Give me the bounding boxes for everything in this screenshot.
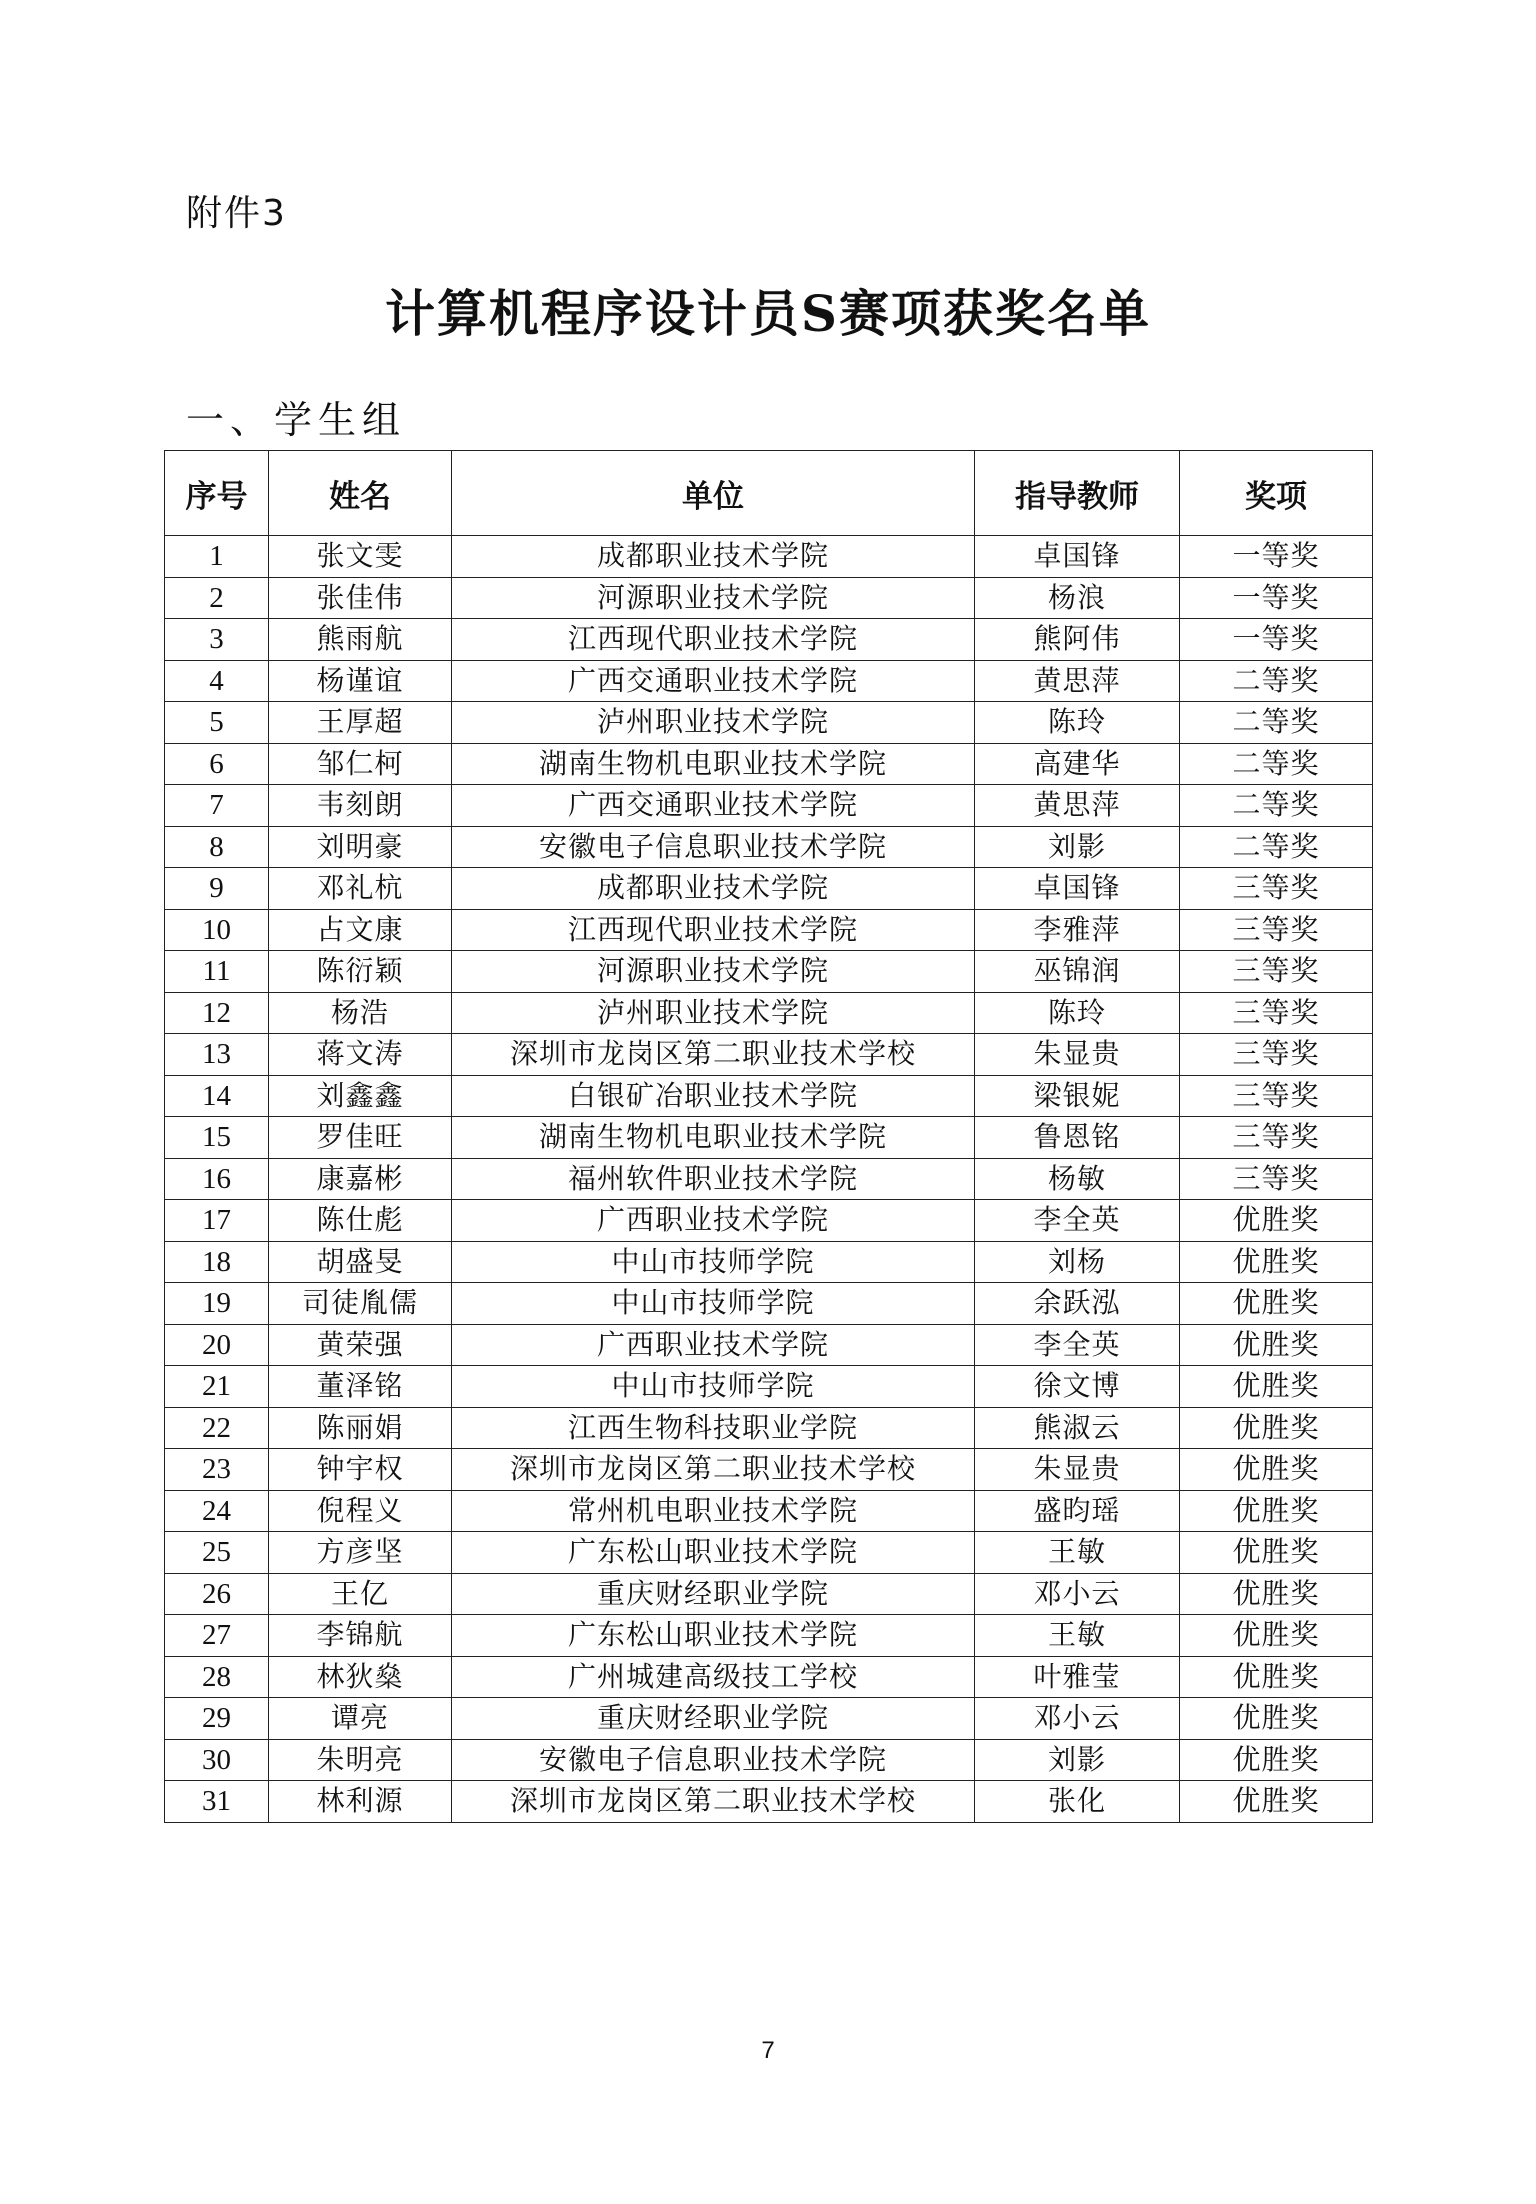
seq-cell: 24: [165, 1490, 269, 1532]
name-cell: 刘鑫鑫: [269, 1075, 452, 1117]
document-title: 计算机程序设计员S赛项获奖名单: [384, 284, 1152, 343]
unit-cell: 安徽电子信息职业技术学院: [452, 826, 975, 868]
unit-cell: 广东松山职业技术学院: [452, 1532, 975, 1574]
table-row: [165, 1739, 1373, 1781]
seq-cell: 14: [165, 1075, 269, 1117]
seq-cell: 27: [165, 1615, 269, 1657]
table-row: [165, 1573, 1373, 1615]
header-seq: 序号: [165, 451, 269, 536]
instructor-cell: 李全英: [975, 1200, 1180, 1242]
award-cell: 二等奖: [1180, 660, 1373, 702]
award-cell: 三等奖: [1180, 868, 1373, 910]
award-cell: 优胜奖: [1180, 1615, 1373, 1657]
name-cell: 罗佳旺: [269, 1117, 452, 1159]
name-cell: 熊雨航: [269, 619, 452, 661]
seq-cell: 25: [165, 1532, 269, 1574]
instructor-cell: 徐文博: [975, 1366, 1180, 1408]
award-cell: 优胜奖: [1180, 1490, 1373, 1532]
header-instructor: 指导教师: [975, 451, 1180, 536]
instructor-cell: 李雅萍: [975, 909, 1180, 951]
name-cell: 蒋文涛: [269, 1034, 452, 1076]
instructor-cell: 杨浪: [975, 577, 1180, 619]
name-cell: 康嘉彬: [269, 1158, 452, 1200]
seq-cell: 1: [165, 536, 269, 578]
table-row: [165, 1034, 1373, 1076]
unit-cell: 重庆财经职业学院: [452, 1573, 975, 1615]
instructor-cell: 张化: [975, 1781, 1180, 1823]
name-cell: 谭亮: [269, 1698, 452, 1740]
award-cell: 三等奖: [1180, 1034, 1373, 1076]
unit-cell: 泸州职业技术学院: [452, 992, 975, 1034]
table-row: [165, 619, 1373, 661]
header-name: 姓名: [269, 451, 452, 536]
table-row: [165, 1656, 1373, 1698]
table-body: [165, 536, 1373, 1823]
seq-cell: 13: [165, 1034, 269, 1076]
name-cell: 林利源: [269, 1781, 452, 1823]
award-cell: 优胜奖: [1180, 1698, 1373, 1740]
seq-cell: 16: [165, 1158, 269, 1200]
seq-cell: 20: [165, 1324, 269, 1366]
instructor-cell: 陈玲: [975, 992, 1180, 1034]
instructor-cell: 叶雅莹: [975, 1656, 1180, 1698]
table-row: [165, 1449, 1373, 1491]
award-cell: 三等奖: [1180, 1117, 1373, 1159]
instructor-cell: 陈玲: [975, 702, 1180, 744]
unit-cell: 河源职业技术学院: [452, 577, 975, 619]
instructor-cell: 王敏: [975, 1615, 1180, 1657]
table-row: [165, 743, 1373, 785]
table-row: [165, 1781, 1373, 1823]
unit-cell: 成都职业技术学院: [452, 536, 975, 578]
award-cell: 优胜奖: [1180, 1241, 1373, 1283]
award-cell: 优胜奖: [1180, 1656, 1373, 1698]
unit-cell: 广西交通职业技术学院: [452, 660, 975, 702]
seq-cell: 22: [165, 1407, 269, 1449]
name-cell: 张佳伟: [269, 577, 452, 619]
page-number: 7: [761, 2037, 775, 2064]
award-cell: 优胜奖: [1180, 1200, 1373, 1242]
award-cell: 优胜奖: [1180, 1573, 1373, 1615]
name-cell: 陈仕彪: [269, 1200, 452, 1242]
instructor-cell: 梁银妮: [975, 1075, 1180, 1117]
instructor-cell: 鲁恩铭: [975, 1117, 1180, 1159]
header-award: 奖项: [1180, 451, 1373, 536]
award-cell: 优胜奖: [1180, 1283, 1373, 1325]
seq-cell: 29: [165, 1698, 269, 1740]
unit-cell: 重庆财经职业学院: [452, 1698, 975, 1740]
instructor-cell: 熊淑云: [975, 1407, 1180, 1449]
award-cell: 三等奖: [1180, 1158, 1373, 1200]
award-cell: 优胜奖: [1180, 1324, 1373, 1366]
unit-cell: 广西职业技术学院: [452, 1200, 975, 1242]
name-cell: 李锦航: [269, 1615, 452, 1657]
seq-cell: 15: [165, 1117, 269, 1159]
name-cell: 方彦坚: [269, 1532, 452, 1574]
instructor-cell: 杨敏: [975, 1158, 1180, 1200]
table-header: [165, 451, 1373, 536]
table-row: [165, 1324, 1373, 1366]
unit-cell: 河源职业技术学院: [452, 951, 975, 993]
unit-cell: 江西现代职业技术学院: [452, 909, 975, 951]
instructor-cell: 熊阿伟: [975, 619, 1180, 661]
name-cell: 王亿: [269, 1573, 452, 1615]
table-row: [165, 660, 1373, 702]
seq-cell: 18: [165, 1241, 269, 1283]
table-row: [165, 1075, 1373, 1117]
name-cell: 钟宇权: [269, 1449, 452, 1491]
award-cell: 二等奖: [1180, 702, 1373, 744]
instructor-cell: 刘杨: [975, 1241, 1180, 1283]
seq-cell: 5: [165, 702, 269, 744]
unit-cell: 中山市技师学院: [452, 1283, 975, 1325]
name-cell: 邓礼杭: [269, 868, 452, 910]
unit-cell: 湖南生物机电职业技术学院: [452, 1117, 975, 1159]
instructor-cell: 刘影: [975, 1739, 1180, 1781]
instructor-cell: 余跃泓: [975, 1283, 1180, 1325]
instructor-cell: 朱显贵: [975, 1449, 1180, 1491]
unit-cell: 成都职业技术学院: [452, 868, 975, 910]
name-cell: 陈衍颖: [269, 951, 452, 993]
instructor-cell: 黄思萍: [975, 660, 1180, 702]
table-row: [165, 785, 1373, 827]
unit-cell: 深圳市龙岗区第二职业技术学校: [452, 1449, 975, 1491]
table-row: [165, 951, 1373, 993]
award-cell: 二等奖: [1180, 826, 1373, 868]
unit-cell: 江西生物科技职业学院: [452, 1407, 975, 1449]
award-cell: 三等奖: [1180, 951, 1373, 993]
name-cell: 张文雯: [269, 536, 452, 578]
table-row: [165, 1407, 1373, 1449]
table-row: [165, 992, 1373, 1034]
table-row: [165, 536, 1373, 578]
attachment-label: 附件3: [186, 193, 287, 234]
table-row: [165, 826, 1373, 868]
seq-cell: 6: [165, 743, 269, 785]
unit-cell: 广西职业技术学院: [452, 1324, 975, 1366]
seq-cell: 26: [165, 1573, 269, 1615]
instructor-cell: 邓小云: [975, 1698, 1180, 1740]
name-cell: 司徒胤儒: [269, 1283, 452, 1325]
name-cell: 杨浩: [269, 992, 452, 1034]
table-row: [165, 1698, 1373, 1740]
unit-cell: 中山市技师学院: [452, 1366, 975, 1408]
instructor-cell: 卓国锋: [975, 868, 1180, 910]
award-cell: 三等奖: [1180, 992, 1373, 1034]
award-cell: 三等奖: [1180, 1075, 1373, 1117]
header-row: [165, 451, 1373, 536]
name-cell: 刘明豪: [269, 826, 452, 868]
seq-cell: 31: [165, 1781, 269, 1823]
instructor-cell: 盛昀瑶: [975, 1490, 1180, 1532]
name-cell: 陈丽娟: [269, 1407, 452, 1449]
table-row: [165, 1117, 1373, 1159]
unit-cell: 广东松山职业技术学院: [452, 1615, 975, 1657]
table-row: [165, 1241, 1373, 1283]
award-cell: 优胜奖: [1180, 1407, 1373, 1449]
unit-cell: 深圳市龙岗区第二职业技术学校: [452, 1781, 975, 1823]
seq-cell: 12: [165, 992, 269, 1034]
name-cell: 董泽铭: [269, 1366, 452, 1408]
award-cell: 优胜奖: [1180, 1781, 1373, 1823]
award-cell: 优胜奖: [1180, 1532, 1373, 1574]
seq-cell: 2: [165, 577, 269, 619]
seq-cell: 30: [165, 1739, 269, 1781]
instructor-cell: 巫锦润: [975, 951, 1180, 993]
name-cell: 王厚超: [269, 702, 452, 744]
seq-cell: 11: [165, 951, 269, 993]
name-cell: 朱明亮: [269, 1739, 452, 1781]
name-cell: 韦刻朗: [269, 785, 452, 827]
award-cell: 二等奖: [1180, 743, 1373, 785]
table-row: [165, 909, 1373, 951]
instructor-cell: 李全英: [975, 1324, 1180, 1366]
instructor-cell: 黄思萍: [975, 785, 1180, 827]
seq-cell: 19: [165, 1283, 269, 1325]
unit-cell: 泸州职业技术学院: [452, 702, 975, 744]
section-heading: 一、学生组: [186, 398, 407, 442]
name-cell: 占文康: [269, 909, 452, 951]
instructor-cell: 高建华: [975, 743, 1180, 785]
table-row: [165, 1158, 1373, 1200]
name-cell: 黄荣强: [269, 1324, 452, 1366]
table-row: [165, 1200, 1373, 1242]
name-cell: 杨谨谊: [269, 660, 452, 702]
seq-cell: 21: [165, 1366, 269, 1408]
table-row: [165, 577, 1373, 619]
table-row: [165, 1615, 1373, 1657]
award-cell: 一等奖: [1180, 577, 1373, 619]
unit-cell: 福州软件职业技术学院: [452, 1158, 975, 1200]
seq-cell: 3: [165, 619, 269, 661]
unit-cell: 广西交通职业技术学院: [452, 785, 975, 827]
award-cell: 优胜奖: [1180, 1739, 1373, 1781]
table-row: [165, 1490, 1373, 1532]
award-cell: 二等奖: [1180, 785, 1373, 827]
table-row: [165, 1366, 1373, 1408]
seq-cell: 8: [165, 826, 269, 868]
seq-cell: 23: [165, 1449, 269, 1491]
unit-cell: 中山市技师学院: [452, 1241, 975, 1283]
unit-cell: 常州机电职业技术学院: [452, 1490, 975, 1532]
award-cell: 一等奖: [1180, 536, 1373, 578]
table-row: [165, 702, 1373, 744]
seq-cell: 17: [165, 1200, 269, 1242]
award-cell: 一等奖: [1180, 619, 1373, 661]
name-cell: 邹仁柯: [269, 743, 452, 785]
name-cell: 胡盛旻: [269, 1241, 452, 1283]
award-cell: 优胜奖: [1180, 1366, 1373, 1408]
unit-cell: 广州城建高级技工学校: [452, 1656, 975, 1698]
instructor-cell: 朱显贵: [975, 1034, 1180, 1076]
award-cell: 三等奖: [1180, 909, 1373, 951]
instructor-cell: 邓小云: [975, 1573, 1180, 1615]
instructor-cell: 卓国锋: [975, 536, 1180, 578]
instructor-cell: 王敏: [975, 1532, 1180, 1574]
seq-cell: 4: [165, 660, 269, 702]
name-cell: 林狄燊: [269, 1656, 452, 1698]
awards-table: [164, 450, 1373, 1823]
unit-cell: 白银矿冶职业技术学院: [452, 1075, 975, 1117]
unit-cell: 江西现代职业技术学院: [452, 619, 975, 661]
award-cell: 优胜奖: [1180, 1449, 1373, 1491]
seq-cell: 28: [165, 1656, 269, 1698]
unit-cell: 深圳市龙岗区第二职业技术学校: [452, 1034, 975, 1076]
table-row: [165, 1283, 1373, 1325]
instructor-cell: 刘影: [975, 826, 1180, 868]
seq-cell: 7: [165, 785, 269, 827]
header-unit: 单位: [452, 451, 975, 536]
name-cell: 倪程义: [269, 1490, 452, 1532]
unit-cell: 安徽电子信息职业技术学院: [452, 1739, 975, 1781]
table-row: [165, 868, 1373, 910]
table-row: [165, 1532, 1373, 1574]
unit-cell: 湖南生物机电职业技术学院: [452, 743, 975, 785]
seq-cell: 9: [165, 868, 269, 910]
seq-cell: 10: [165, 909, 269, 951]
